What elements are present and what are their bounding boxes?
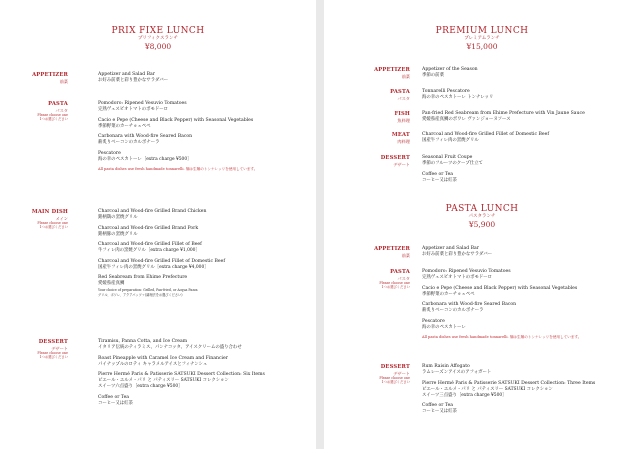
preparation-note: Your choice of preparation: Grilled, Pan-fried, or Acqua Pazza [98, 288, 198, 292]
category-note-jp: 1つお選びください [39, 225, 68, 230]
category-label [0, 209, 68, 229]
category-en: PASTA [390, 269, 410, 275]
menu-item [98, 226, 304, 238]
menu-item [98, 72, 304, 84]
menu-item [422, 172, 628, 184]
category-jp: デザート [51, 345, 68, 351]
category-jp: 魚料理 [397, 117, 410, 123]
menu-item [98, 209, 304, 221]
item-list [422, 89, 628, 106]
category-en: MAIN DISH [31, 209, 68, 215]
menu-item [98, 339, 304, 351]
item-jp: 季節のフルーツのクープ仕立て [422, 161, 483, 166]
category-label [342, 132, 410, 144]
item-en: Coffee or Tea [98, 394, 130, 400]
item-en: Pescatore [422, 318, 445, 324]
menu-item [422, 155, 628, 167]
menu-item [98, 275, 304, 287]
category-jp: パスタ [397, 95, 410, 101]
category-label [0, 72, 68, 84]
item-jp: 愛媛県産真鯛のポワレ ヴァンジョーヌソース [422, 117, 511, 122]
category-en: DESSERT [380, 364, 410, 370]
item-jp: 海の幸のペスカトーレ [422, 324, 466, 330]
category-note-jp: 1つお選びください [39, 117, 68, 122]
item-en: Carbonara with Wood-fire Seared Bacon [98, 134, 193, 139]
category-jp: 前菜 [401, 252, 410, 258]
item-jp: ピエール・エルメ・パリ と パティスリー SATSUKI コレクション [422, 386, 553, 392]
menu-item [98, 259, 304, 271]
item-jp: 季節野菜のカーチョェペペ [98, 123, 151, 129]
item-en: Appetizer of the Season [422, 67, 478, 72]
item-jp: 季節野菜のカーチョェペペ [422, 291, 475, 297]
item-list [422, 67, 628, 84]
menu-item [422, 319, 628, 331]
category-en: APPETIZER [32, 72, 68, 78]
premium-header [324, 26, 640, 51]
category-jp: パスタ [397, 275, 410, 281]
item-jp: 海の幸のペスカトーレ［extra charge ¥500］ [98, 156, 192, 162]
category-label [0, 101, 68, 121]
category-en: PASTA [48, 101, 68, 107]
premium-title-jp: プレミアムランチ [464, 36, 500, 41]
category-jp: メイン [55, 215, 68, 221]
left-menu-page [0, 0, 316, 449]
item-list [422, 132, 628, 149]
menu-item [98, 356, 304, 368]
item-jp: 銘柄鶏の窯焼グリル [98, 215, 138, 220]
category-label [0, 339, 68, 359]
prix-fixe-title-jp: プリフィクスランチ [138, 36, 178, 41]
menu-item [98, 372, 304, 390]
menu-item [98, 151, 304, 163]
item-jp: 薪炙りベーコンのカルボナーラ [422, 308, 484, 313]
premium-title: PREMIUM LUNCH [435, 26, 529, 36]
item-list [98, 72, 304, 89]
item-list [422, 155, 628, 188]
category-label [342, 89, 410, 101]
right-menu-page [324, 0, 640, 449]
item-jp-extra: スイーツ六点盛り［extra charge ¥500］ [98, 384, 183, 389]
category-label [342, 364, 410, 384]
menu-item [98, 118, 304, 130]
pasta-lunch-header [324, 204, 640, 229]
category-jp: 前菜 [401, 73, 410, 79]
item-en: Pierre Hermé Paris & Patisserie SATSUKI Dessert Collection: Six Items [98, 372, 265, 377]
pasta-lunch-title-jp: パスタランチ [468, 214, 496, 219]
category-note-jp: 1つお選びください [381, 285, 410, 290]
category-jp: 肉料理 [397, 138, 410, 144]
prix-fixe-header [0, 26, 316, 51]
item-en: Charcoal and Wood-fire Grilled Brand Pork [98, 225, 199, 231]
category-label [342, 246, 410, 258]
item-en: Charcoal and Wood-fire Grilled Fillet of Domestic Beef [422, 132, 550, 137]
item-en: Tonnarelli Pescatore [422, 89, 470, 94]
item-jp-extra: スイーツ三点盛り［extra charge ¥500］ [422, 392, 507, 398]
preparation-note-jp: グリル、ポワレ、アクアパッツァ(調理法をお選びください) [98, 292, 183, 297]
item-en: Coffee or Tea [422, 171, 454, 177]
item-jp: 国産牛フィレ肉の窯焼グリル [422, 138, 479, 143]
menu-item [422, 111, 628, 123]
item-jp: お好み前菜と彩り豊かなサラダバー [98, 78, 169, 83]
pasta-footnote: All pasta dishes use fresh handmade tonnarelli. 麺は生麺のトンナレッリを使用しています。 [98, 167, 258, 171]
item-jp: 牛フィレ肉の窯焼グリル［extra charge ¥1,000］ [98, 248, 200, 253]
menu-item [422, 403, 628, 415]
item-en: Coffee or Tea [422, 403, 454, 408]
category-jp: パスタ [55, 107, 68, 113]
item-en: Cacio e Pepe (Cheese and Black Pepper) with Seasonal Vegetables [422, 285, 578, 291]
category-en: FISH [394, 111, 410, 117]
item-jp: 季節の前菜 [422, 73, 444, 78]
item-jp: 国産牛フィレ肉の窯焼グリル［extra charge ¥4,000］ [98, 264, 209, 270]
category-label [342, 111, 410, 123]
item-en: Seasonal Fruit Coupe [422, 155, 473, 160]
item-list [98, 101, 304, 176]
menu-item [98, 101, 304, 113]
item-en: Charcoal and Wood-fire Grilled Fillet of Domestic Beef [98, 258, 226, 264]
item-list [98, 209, 304, 297]
item-jp: お好み前菜と彩り豊かなサラダバー [422, 252, 493, 257]
item-en: Pescatore [98, 150, 121, 156]
category-note-jp: 1つお選びください [381, 380, 410, 385]
item-list [422, 111, 628, 128]
menu-item [422, 364, 628, 376]
item-en: Rum Raisin Affogato [422, 364, 470, 369]
item-jp: 完熟ヴェスビオトマトのポモドーロ [98, 107, 169, 112]
category-label [342, 67, 410, 79]
category-en: APPETIZER [374, 246, 410, 252]
category-label [342, 155, 410, 167]
menu-item [98, 134, 304, 146]
item-en: Pierre Hermé Paris & Patisserie SATSUKI Dessert Collection: Three Items [422, 380, 596, 386]
category-label [342, 269, 410, 289]
category-en: DESSERT [380, 155, 410, 161]
category-jp: デザート [393, 161, 410, 167]
category-note-jp: 1つお選びください [39, 355, 68, 360]
item-en: Red Seabream from Ehime Prefecture [98, 275, 188, 280]
menu-item [422, 67, 628, 79]
item-jp: パイナップルのロティ キャラメルアイスとフィナンシェ [98, 361, 208, 367]
menu-item [422, 89, 628, 101]
item-en: Roast Pineapple with Caramel Ice Cream and Financier [98, 355, 228, 361]
premium-price: ¥15,000 [466, 42, 498, 51]
item-en: Pomodoro: Ripened Vesuvio Tomatoes [422, 269, 511, 274]
item-jp: ピエール・エルメ・パリ と パティスリー SATSUKI コレクション [98, 378, 229, 383]
category-note: Please choose one [379, 281, 410, 285]
category-jp: 前菜 [59, 78, 68, 84]
item-jp: イタリア伝統のティラミス、パンナコッタ、アイスクリームの盛り合わせ [98, 345, 242, 350]
menu-item [422, 381, 628, 399]
category-note: Please choose one [37, 113, 68, 117]
category-en: DESSERT [38, 339, 68, 345]
category-en: PASTA [390, 89, 410, 95]
item-jp: コーヒー又は紅茶 [422, 177, 457, 183]
item-jp: ラムレーズンアイスのアフォガート [422, 370, 492, 375]
prix-fixe-title: PRIX FIXE LUNCH [111, 26, 205, 36]
category-note: Please choose one [37, 221, 68, 225]
menu-item [422, 302, 628, 314]
pasta-footnote: All pasta dishes use fresh handmade tonnarelli. 麺は生麺のトンナレッリを使用しています。 [422, 335, 582, 339]
menu-item [422, 269, 628, 281]
category-en: APPETIZER [374, 67, 410, 73]
item-en: Appetizer and Salad Bar [422, 246, 479, 251]
prix-fixe-price: ¥8,000 [144, 42, 172, 51]
item-jp: 銘柄豚の窯焼グリル [98, 231, 138, 237]
item-en: Charcoal and Wood-fire Grilled Fillet of Beef [98, 242, 202, 247]
item-en: Charcoal and Wood-fire Grilled Brand Chicken [98, 209, 207, 214]
category-en: MEAT [391, 132, 410, 138]
item-jp: 薪炙りベーコンのカルボナーラ [98, 140, 160, 145]
pasta-lunch-title: PASTA LUNCH [445, 204, 519, 214]
item-en: Cacio e Pepe (Cheese and Black Pepper) with Seasonal Vegetables [98, 117, 254, 123]
category-note: Please choose one [37, 351, 68, 355]
item-en: Pan-fried Red Seabream from Ehime Prefecture with Vin Jaune Sauce [422, 111, 585, 116]
item-list [422, 364, 628, 420]
menu-item [422, 286, 628, 298]
item-list [422, 246, 628, 263]
item-jp: コーヒー又は紅茶 [422, 409, 457, 414]
item-en: Pomodoro: Ripened Vesuvio Tomatoes [98, 101, 187, 106]
category-note: Please choose one [379, 376, 410, 380]
item-en: Tiramisu, Panna Cotta, and Ice Cream [98, 339, 188, 344]
item-jp: 愛媛県産真鯛 [98, 281, 125, 286]
menu-item [422, 132, 628, 144]
item-list [422, 269, 628, 344]
menu-item [98, 242, 304, 254]
item-en: Carbonara with Wood-fire Seared Bacon [422, 302, 517, 307]
menu-item [98, 395, 304, 407]
category-jp: デザート [393, 370, 410, 376]
item-list [98, 339, 304, 411]
item-jp: 海の幸のペスカトーレ トンナレッリ [422, 95, 494, 100]
item-jp: 完熟ヴェスビオトマトのポモドーロ [422, 275, 493, 280]
item-jp: コーヒー又は紅茶 [98, 400, 133, 406]
item-en: Appetizer and Salad Bar [98, 72, 155, 77]
pasta-lunch-price: ¥5,900 [468, 220, 496, 229]
menu-item [422, 246, 628, 258]
